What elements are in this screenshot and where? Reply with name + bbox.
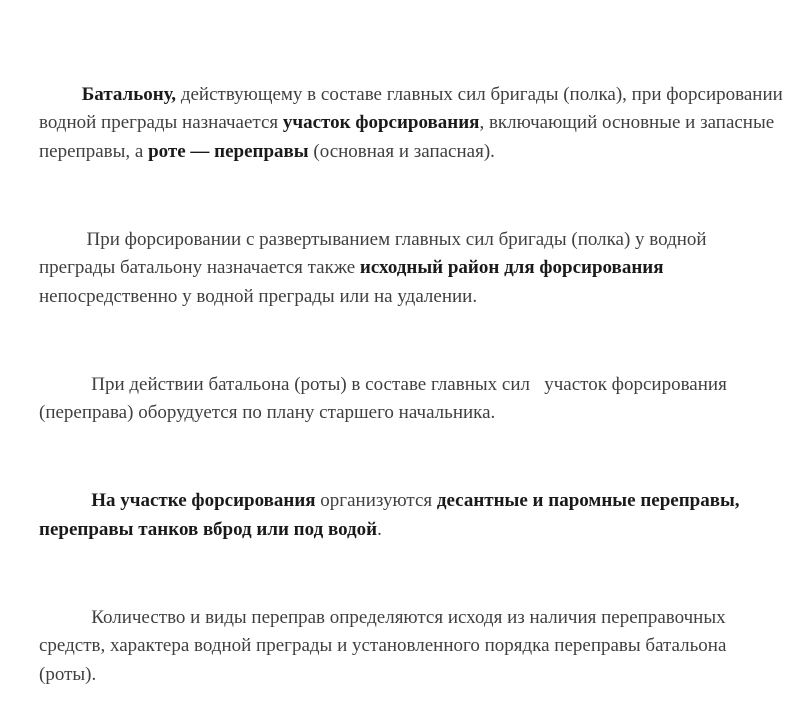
run: При форсировании с развертыванием главных сил бригады (полка) у водной преграды батальону назначается также <box>39 228 712 278</box>
paragraph-crossing-types <box>39 459 784 573</box>
run: . <box>377 518 382 540</box>
run-bold: десантные и паромные переправы, переправы танков вброд или под водой <box>39 490 745 540</box>
paragraph-starting-area <box>39 197 784 340</box>
run: , включающий основные и запасные переправы, а <box>39 112 779 162</box>
run-bold: исходный район для форсирования <box>359 257 664 278</box>
text-block <box>39 52 788 718</box>
run <box>68 84 82 105</box>
paragraph-main-forces <box>39 342 784 456</box>
run: организуются <box>315 490 437 511</box>
run: непосредственно у водной преграды или на удалении. <box>39 257 669 307</box>
run-bold: участок форсирования <box>282 112 480 133</box>
run-bold: роте — переправы <box>148 140 309 162</box>
run-bold: Батальону, <box>81 83 177 105</box>
paragraph-crossing-count <box>39 575 784 718</box>
run: (основная и запасная). <box>308 140 495 162</box>
run: действующему в составе главных сил бригады (полка), при форсировании водной преграды назначается <box>39 83 788 133</box>
run: Количество и виды переправ определяются исходя из наличия переправочных средств, характера водной преграды и установленного порядка переправы батальона (роты). <box>39 606 732 685</box>
paragraph-battalion-sector <box>39 52 788 195</box>
run-bold: На участке форсирования <box>91 490 316 511</box>
run: При действии батальона (роты) в составе главных сил участок форсирования (переправа) оборудуется по плану старшего начальника. <box>39 373 732 423</box>
run <box>68 490 92 511</box>
